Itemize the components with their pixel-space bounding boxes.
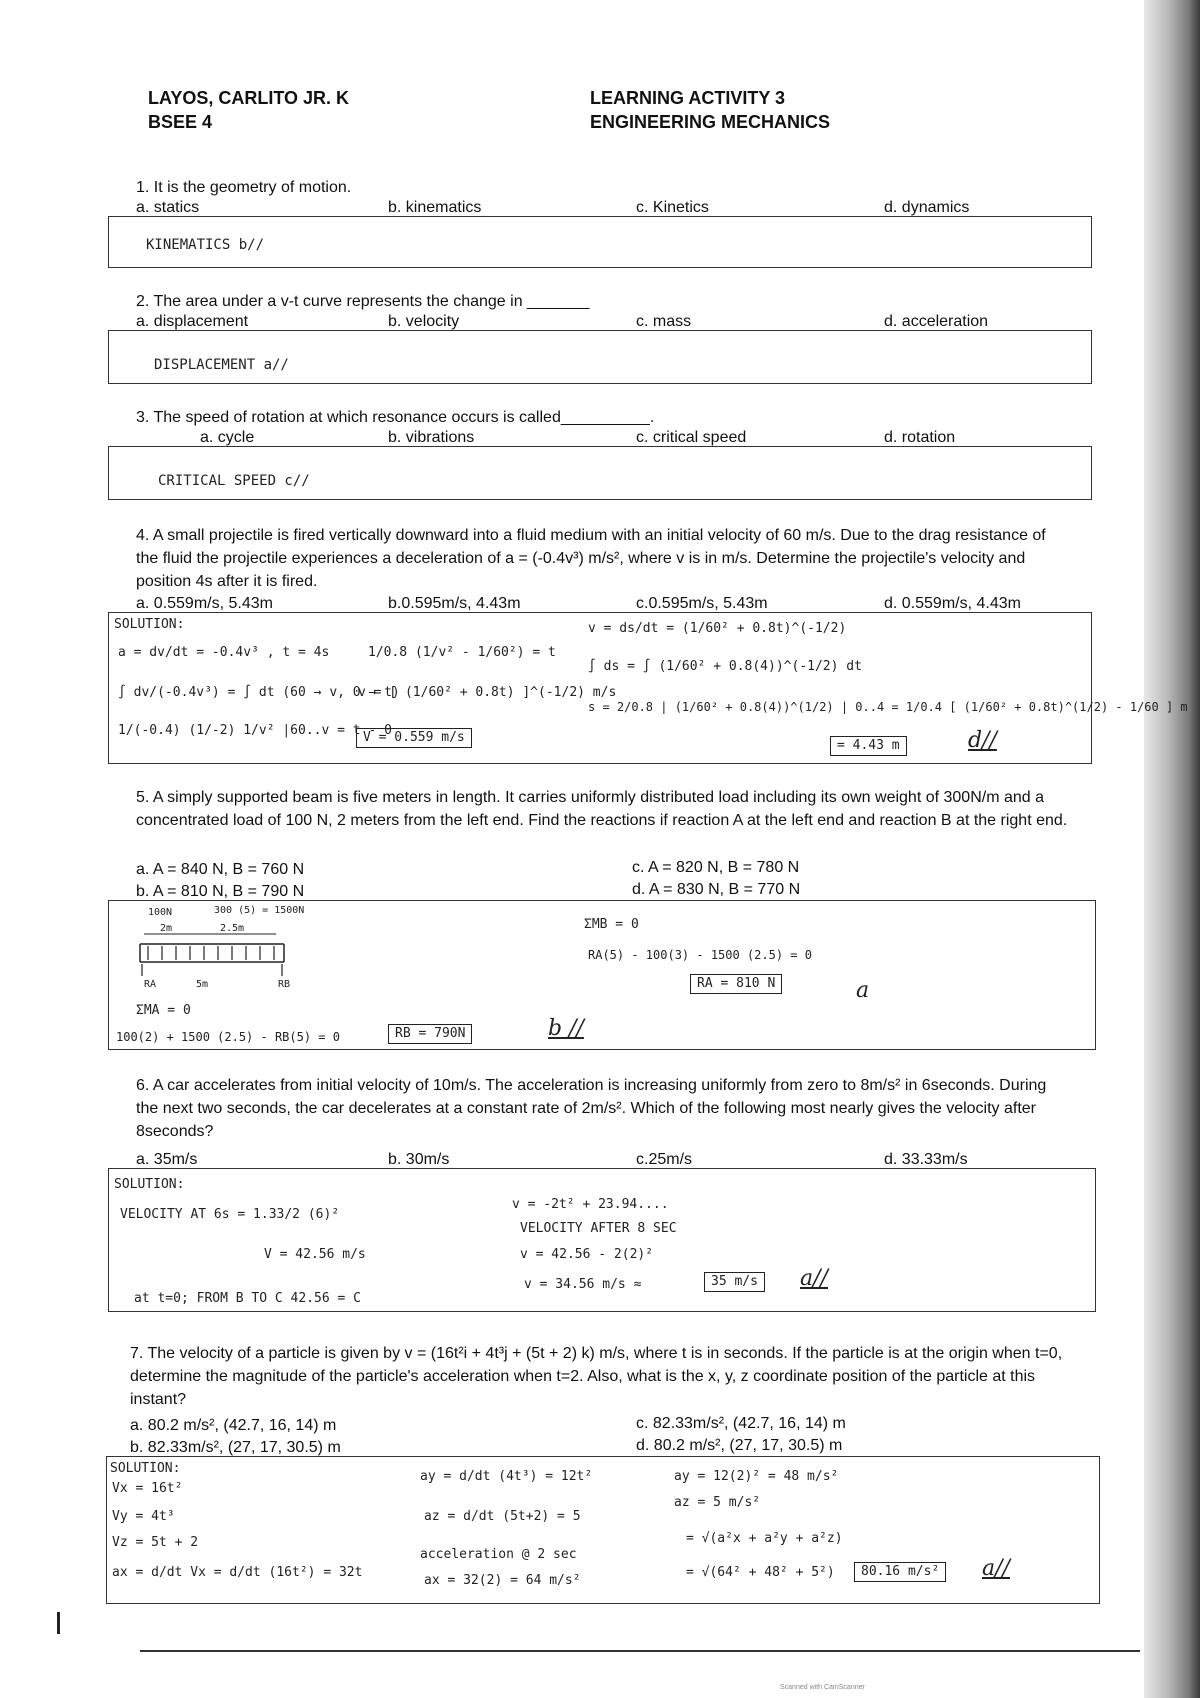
q6-answer-mark: a// xyxy=(800,1266,828,1291)
q6-option-b: b. 30m/s xyxy=(388,1151,450,1168)
q7-sol-line-10: az = 5 m/s² xyxy=(674,1495,761,1510)
scan-mark xyxy=(57,1612,60,1634)
q6-sol-line-3: at t=0; FROM B TO C 42.56 = C xyxy=(134,1291,361,1306)
q7-answer-mark: a// xyxy=(982,1556,1010,1581)
q4-sol-label: SOLUTION: xyxy=(114,617,185,632)
q5-answer-mark-a: a xyxy=(856,978,870,1003)
q6-option-c: c.25m/s xyxy=(636,1151,693,1168)
q6-sol-line-7: v = 34.56 m/s ≈ xyxy=(524,1277,642,1292)
question-2-text: 2. The area under a v-t curve represents the change in _______ xyxy=(136,293,590,310)
q4-sol-line-5: v = [ (1/60² + 0.8t) ]^(-1/2) m/s xyxy=(358,685,617,700)
q7-option-d: d. 80.2 m/s², (27, 17, 30.5) m xyxy=(636,1437,843,1454)
q4-sol-line-2: ∫ dv/(-0.4v³) = ∫ dt (60 → v, 0 → t) xyxy=(118,685,400,700)
q5-sol-line-2: 100(2) + 1500 (2.5) - RB(5) = 0 xyxy=(116,1030,340,1044)
q5-load-100n: 100N xyxy=(148,907,173,918)
q5-option-d: d. A = 830 N, B = 770 N xyxy=(632,881,801,898)
q4-answer-mark: d// xyxy=(968,728,997,753)
q4-option-d: d. 0.559m/s, 4.43m xyxy=(884,595,1021,612)
activity-title: LEARNING ACTIVITY 3 xyxy=(590,88,786,108)
question-3-text: 3. The speed of rotation at which resonance occurs is called__________. xyxy=(136,409,655,426)
q7-option-b: b. 82.33m/s², (27, 17, 30.5) m xyxy=(130,1439,341,1456)
q5-rb-label: RB xyxy=(278,979,291,990)
subject-title: ENGINEERING MECHANICS xyxy=(590,112,831,132)
q5-dim-2m: 2m xyxy=(160,923,173,934)
q7-sol-line-5: ay = d/dt (4t³) = 12t² xyxy=(420,1469,593,1484)
q7-sol-line-3: Vz = 5t + 2 xyxy=(112,1535,199,1550)
q5-sol-line-3: ΣMB = 0 xyxy=(584,917,639,932)
q7-sol-line-1: Vx = 16t² xyxy=(112,1481,183,1496)
page-bottom-rule xyxy=(140,1650,1140,1652)
q6-sol-line-4: v = -2t² + 23.94.... xyxy=(512,1197,669,1212)
q2-answer: DISPLACEMENT a// xyxy=(154,357,289,373)
q1-option-d: d. dynamics xyxy=(884,199,970,216)
question-5-text: 5. A simply supported beam is five meters in length. It carries uniformly distributed load including its own weight of 300N/m and a concentrated load of 100 N, 2 meters from the left end. Find the reactions if reaction A at the left end and reaction B at the right end. xyxy=(136,789,1068,829)
q3-option-a: a. cycle xyxy=(200,429,255,446)
q2-option-d: d. acceleration xyxy=(884,313,989,330)
q7-sol-line-7: acceleration @ 2 sec xyxy=(420,1547,577,1562)
q1-option-c: c. Kinetics xyxy=(636,199,709,216)
q6-sol-line-6: v = 42.56 - 2(2)² xyxy=(520,1247,654,1262)
q1-answer: KINEMATICS b// xyxy=(146,237,265,253)
q4-sol-line-8: s = 2/0.8 | (1/60² + 0.8(4))^(1/2) | 0..4 = 1/0.4 [ (1/60² + 0.8t)^(1/2) - 1/60 ] m xyxy=(588,700,1188,714)
q5-sol-line-1: ΣMA = 0 xyxy=(136,1003,191,1018)
q6-sol-line-1: VELOCITY AT 6s = 1.33/2 (6)² xyxy=(120,1207,340,1222)
q5-dim-5m: 5m xyxy=(196,979,209,990)
question-1-text: 1. It is the geometry of motion. xyxy=(136,179,352,196)
question-6-text: 6. A car accelerates from initial velocity of 10m/s. The acceleration is increasing uniformly from zero to 8m/s² in 6seconds. During the next two seconds, the car decelerates at a constant rate of 2m/s². Which of the following most nearly gives the velocity after 8seconds? xyxy=(136,1077,1047,1140)
q6-sol-label: SOLUTION: xyxy=(114,1177,185,1192)
q7-result: 80.16 m/s² xyxy=(854,1562,946,1582)
q4-option-a: a. 0.559m/s, 5.43m xyxy=(136,595,273,612)
q4-option-c: c.0.595m/s, 5.43m xyxy=(636,595,768,612)
q4-sol-line-7: ∫ ds = ∫ (1/60² + 0.8(4))^(-1/2) dt xyxy=(588,659,862,674)
q3-option-c: c. critical speed xyxy=(636,429,747,446)
q1-option-a: a. statics xyxy=(136,199,200,216)
q4-velocity-result: V = 0.559 m/s xyxy=(356,728,472,748)
q5-option-b: b. A = 810 N, B = 790 N xyxy=(136,883,305,900)
q2-option-b: b. velocity xyxy=(388,313,460,330)
q7-sol-line-12: = √(64² + 48² + 5²) xyxy=(686,1565,835,1580)
q6-option-d: d. 33.33m/s xyxy=(884,1151,968,1168)
q7-sol-line-6: az = d/dt (5t+2) = 5 xyxy=(424,1509,581,1524)
q6-option-a: a. 35m/s xyxy=(136,1151,198,1168)
q7-option-a: a. 80.2 m/s², (42.7, 16, 14) m xyxy=(130,1417,337,1434)
q3-option-b: b. vibrations xyxy=(388,429,475,446)
q4-sol-line-6: v = ds/dt = (1/60² + 0.8t)^(-1/2) xyxy=(588,621,847,636)
scan-edge xyxy=(1144,0,1200,1698)
q7-sol-line-11: = √(a²x + a²y + a²z) xyxy=(686,1531,843,1546)
q6-sol-line-5: VELOCITY AFTER 8 SEC xyxy=(520,1221,677,1236)
q7-sol-line-2: Vy = 4t³ xyxy=(112,1509,175,1524)
q1-option-b: b. kinematics xyxy=(388,199,482,216)
q6-result: 35 m/s xyxy=(704,1272,765,1292)
q2-option-a: a. displacement xyxy=(136,313,249,330)
q6-sol-line-2: V = 42.56 m/s xyxy=(264,1247,366,1262)
q7-option-c: c. 82.33m/s², (42.7, 16, 14) m xyxy=(636,1415,846,1432)
scanner-watermark: Scanned with CamScanner xyxy=(780,1684,865,1691)
q2-option-c: c. mass xyxy=(636,313,692,330)
q4-sol-line-3: 1/(-0.4) (1/-2) 1/v² |60..v = t - 0 xyxy=(118,723,392,738)
student-course: BSEE 4 xyxy=(148,112,213,132)
q5-udl-label: 300 (5) = 1500N xyxy=(214,905,305,916)
q7-sol-label: SOLUTION: xyxy=(110,1461,181,1476)
q5-ra-result: RA = 810 N xyxy=(690,974,782,994)
student-name: LAYOS, CARLITO JR. K xyxy=(148,88,350,108)
q5-option-a: a. A = 840 N, B = 760 N xyxy=(136,861,305,878)
q4-option-b: b.0.595m/s, 4.43m xyxy=(388,595,521,612)
q7-sol-line-8: ax = 32(2) = 64 m/s² xyxy=(424,1573,581,1588)
q5-ra-label: RA xyxy=(144,979,157,990)
q7-sol-line-4: ax = d/dt Vx = d/dt (16t²) = 32t xyxy=(112,1565,363,1580)
q5-sol-line-4: RA(5) - 100(3) - 1500 (2.5) = 0 xyxy=(588,948,812,962)
q4-sol-line-1: a = dv/dt = -0.4v³ , t = 4s xyxy=(118,645,330,660)
q4-position-result: = 4.43 m xyxy=(830,736,907,756)
q7-sol-line-9: ay = 12(2)² = 48 m/s² xyxy=(674,1469,839,1484)
question-7-text: 7. The velocity of a particle is given by v = (16t²i + 4t³j + (5t + 2) k) m/s, where t is in seconds. If the particle is at the origin when t=0, determine the magnitude of the particle's acceleration when t=2. Also, what is the x, y, z coordinate position of the particle at this instant? xyxy=(130,1345,1063,1408)
q4-sol-line-4: 1/0.8 (1/v² - 1/60²) = t xyxy=(368,645,556,660)
q3-option-d: d. rotation xyxy=(884,429,956,446)
q5-option-c: c. A = 820 N, B = 780 N xyxy=(632,859,800,876)
q5-answer-mark-b: b // xyxy=(548,1016,584,1041)
q5-dim-2-5m: 2.5m xyxy=(220,923,245,934)
q3-answer: CRITICAL SPEED c// xyxy=(158,473,310,489)
q5-rb-result: RB = 790N xyxy=(388,1024,472,1044)
question-4-text: 4. A small projectile is fired vertically downward into a fluid medium with an initial velocity of 60 m/s. Due to the drag resistance of the fluid the projectile experiences a deceleration of a = (-0.4v³) m/s², where v is in m/s. Determine the projectile's velocity and position 4s after it is fired. xyxy=(136,527,1046,590)
